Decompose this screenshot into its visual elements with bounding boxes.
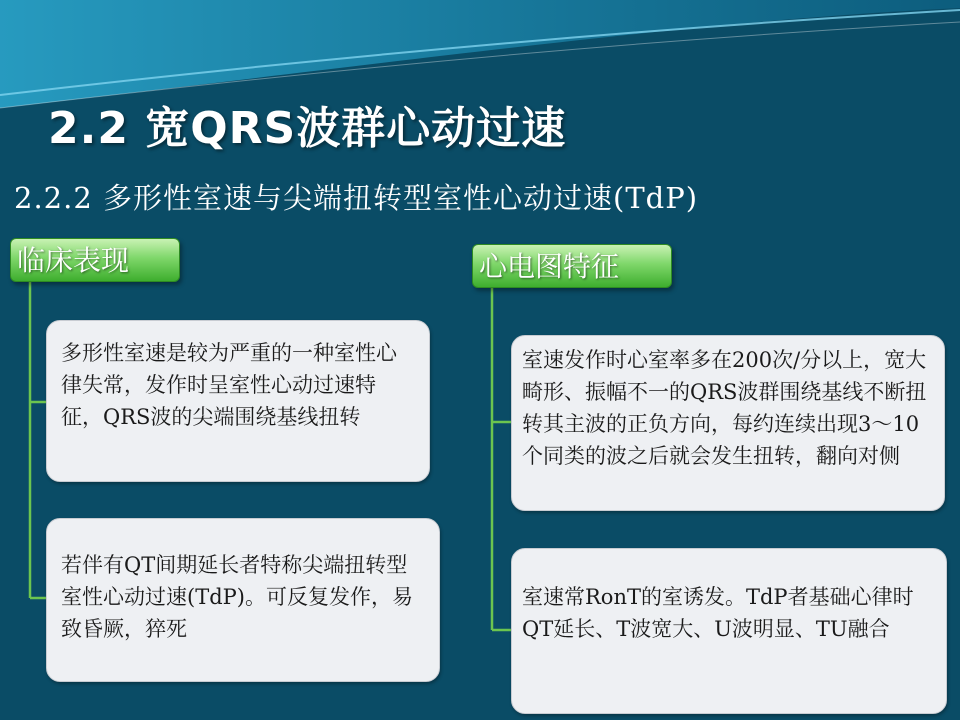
slide-title: 2.2 宽QRS波群心动过速 xyxy=(48,103,567,154)
clinical-card-1: 多形性室速是较为严重的一种室性心律失常，发作时呈室性心动过速特征，QRS波的尖端围绕基线扭转 xyxy=(46,320,430,482)
slide-subtitle: 2.2.2 多形性室速与尖端扭转型室性心动过速(TdP) xyxy=(14,181,699,215)
clinical-header: 临床表现 xyxy=(10,238,180,282)
ecg-features-header: 心电图特征 xyxy=(472,244,672,288)
clinical-card-2: 若伴有QT间期延长者特称尖端扭转型室性心动过速(TdP)。可反复发作，易致昏厥，猝死 xyxy=(46,518,440,682)
ecg-card-2: 室速常RonT的室诱发。TdP者基础心律时QT延长、T波宽大、U波明显、TU融合 xyxy=(511,548,947,714)
ecg-card-1: 室速发作时心室率多在200次/分以上，宽大畸形、振幅不一的QRS波群围绕基线不断扭转其主波的正负方向，每约连续出现3～10个同类的波之后就会发生扭转，翻向对侧 xyxy=(511,335,945,511)
